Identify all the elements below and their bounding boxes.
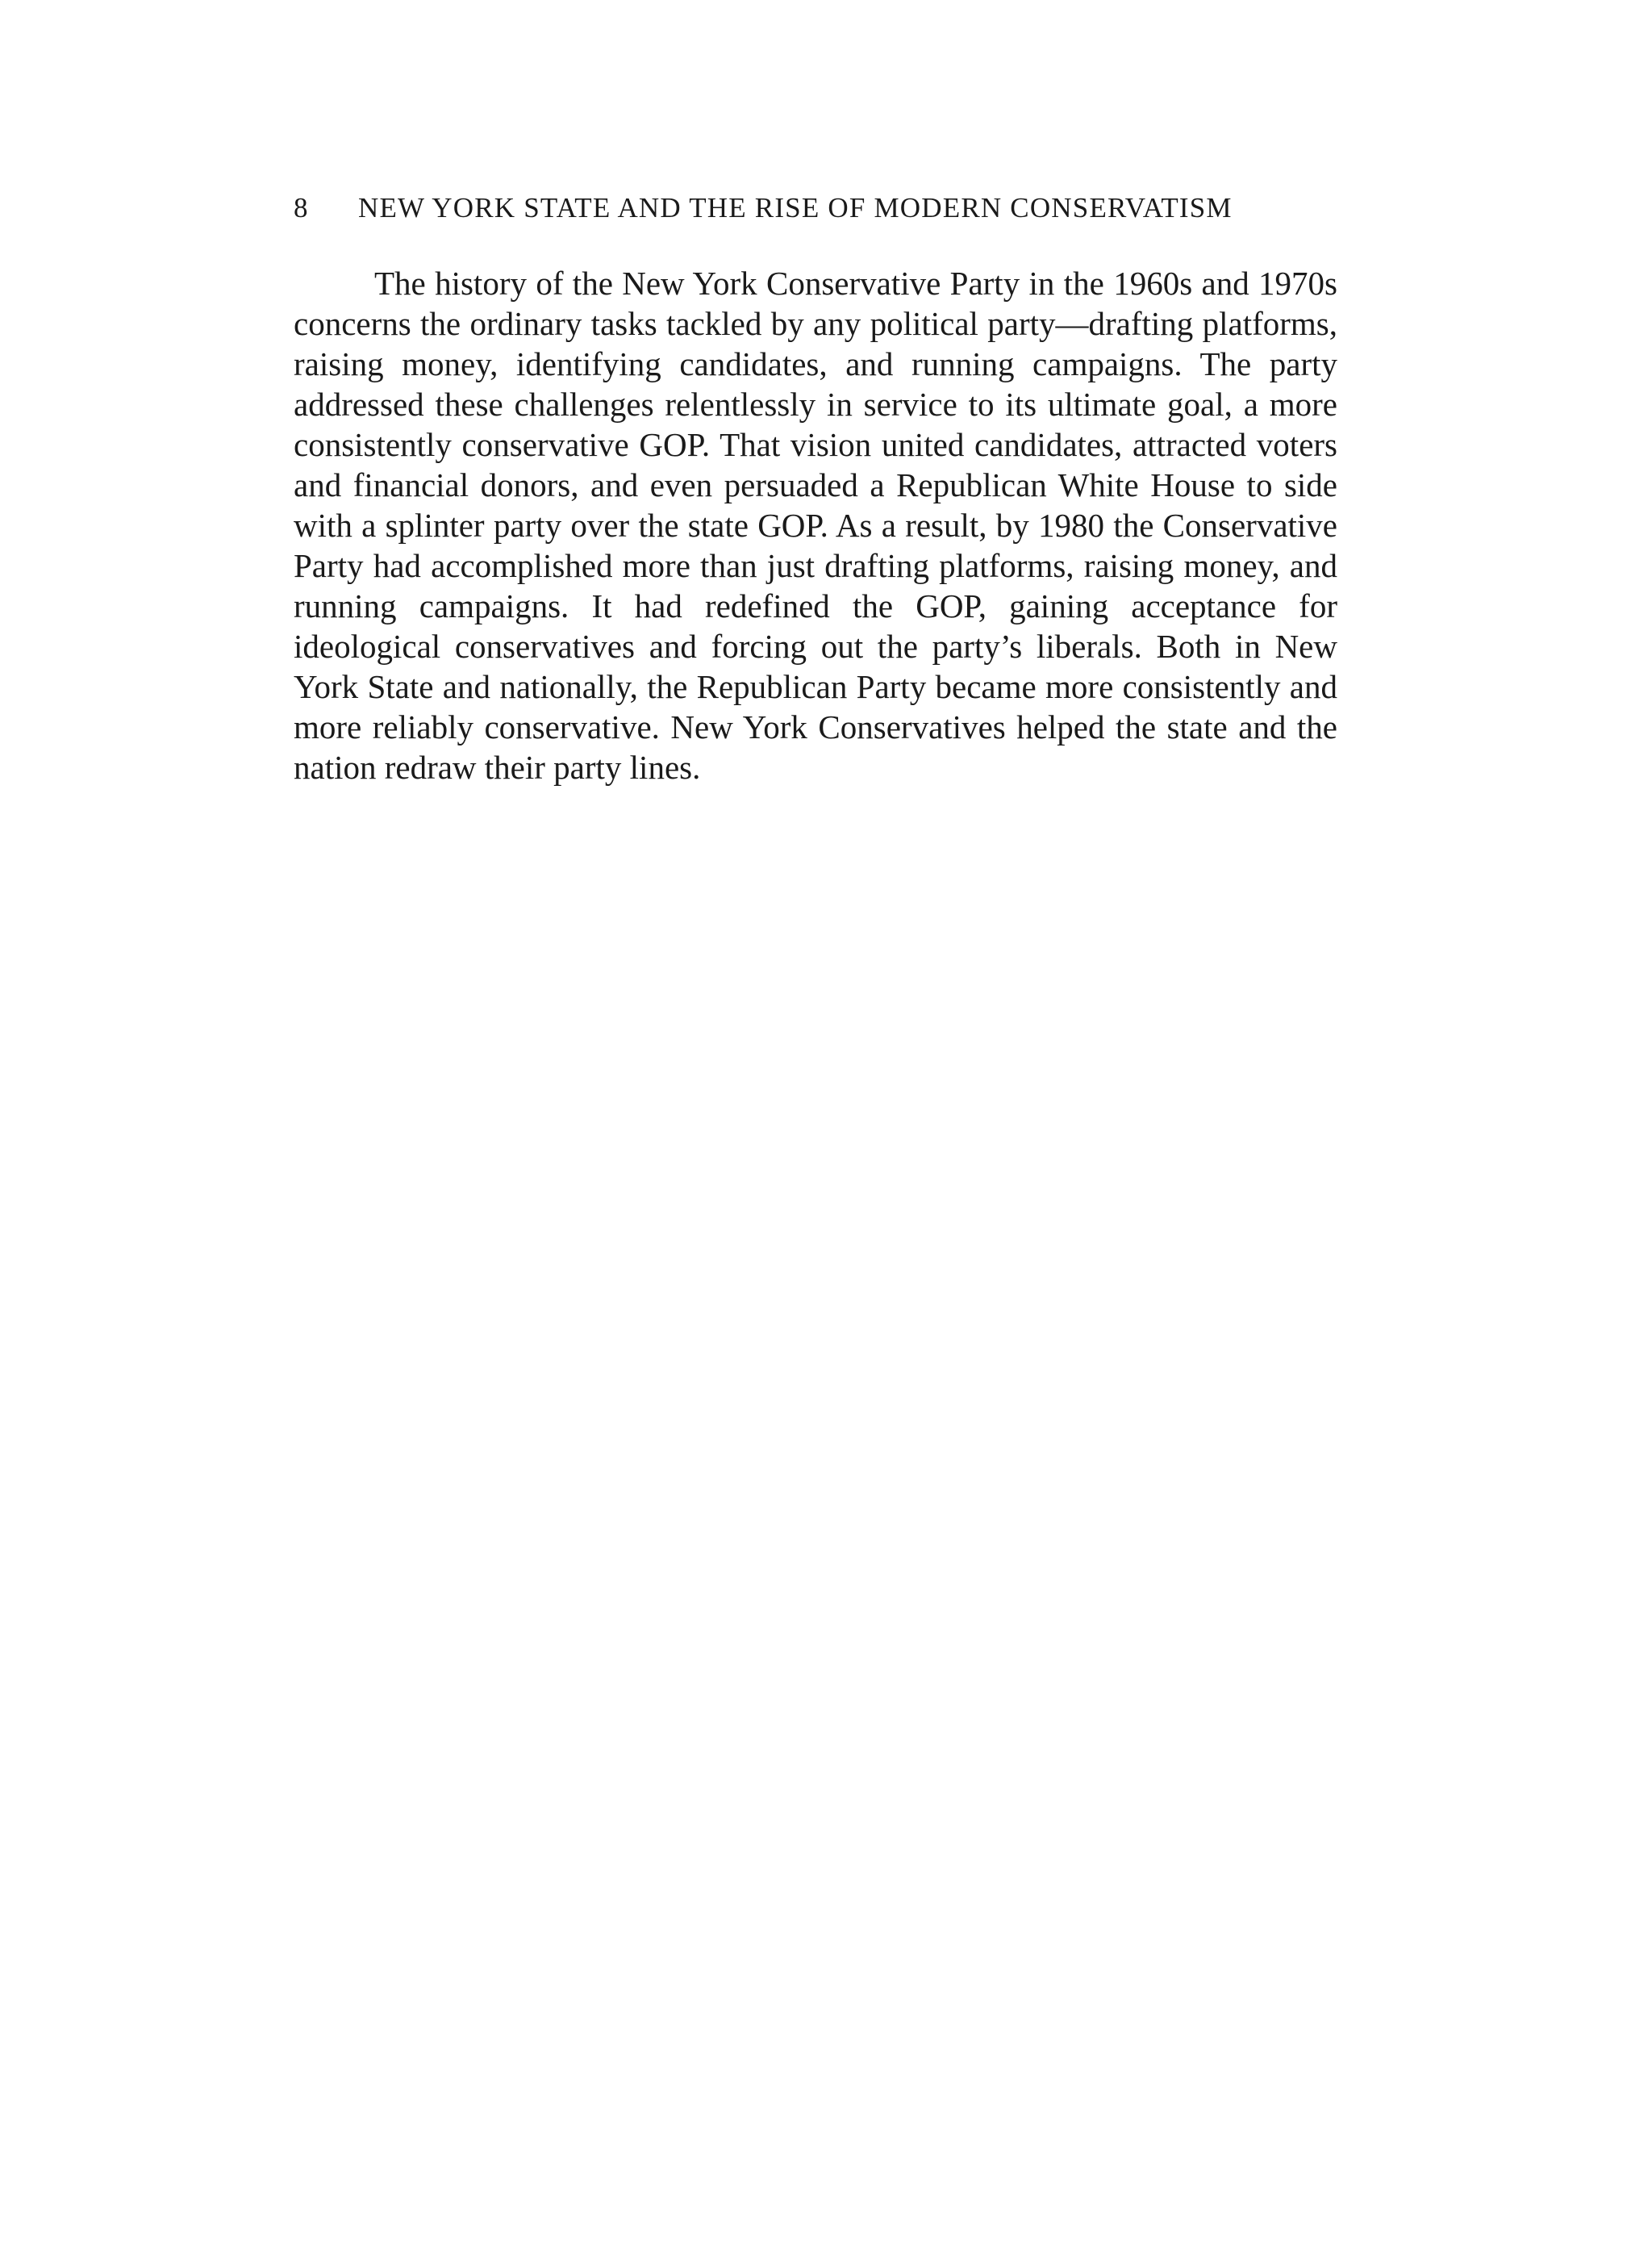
page-number: 8 — [294, 192, 309, 223]
running-title: NEW YORK STATE AND THE RISE OF MODERN CONSERVATISM — [358, 192, 1233, 223]
body-paragraph: The history of the New York Conservative Party in the 1960s and 1970s concerns the ordinary tasks tackled by any political party—drafting platforms, raising money, identifying candidates, and running campaigns. The party addressed these challenges relentlessly in service to its ultimate goal, a more consistently conservative GOP. That vision united candidates, attracted voters and financial donors, and even persuaded a Republican White House to side with a splinter party over the state GOP. As a result, by 1980 the Conservative Party had accomplished more than just drafting platforms, raising money, and running campaigns. It had redefined the GOP, gaining acceptance for ideological conservatives and forcing out the party’s liberals. Both in New York State and nationally, the Republican Party became more consistently and more reliably conservative. New York Conservatives helped the state and the nation redraw their party lines. — [294, 265, 1337, 786]
running-header — [294, 192, 1342, 232]
